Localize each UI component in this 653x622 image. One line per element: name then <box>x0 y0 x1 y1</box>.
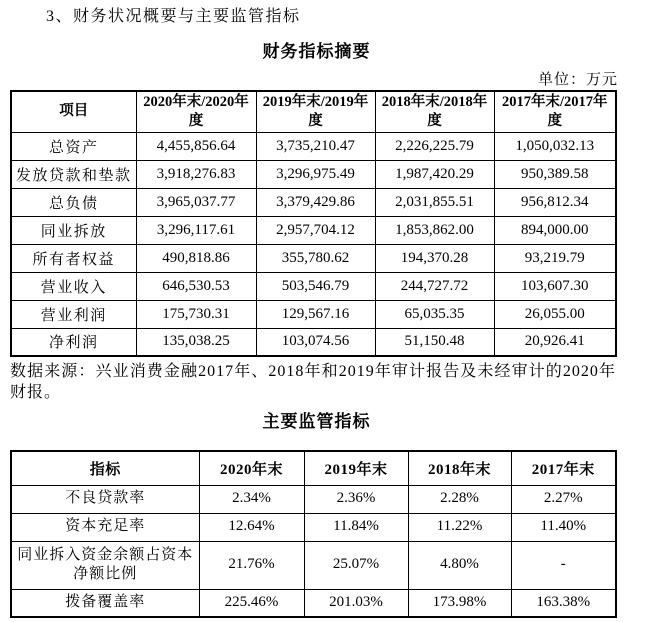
cell-value: 175,730.31 <box>136 300 256 328</box>
cell-value: 11.40% <box>511 513 616 541</box>
row-label: 不良贷款率 <box>11 485 199 513</box>
row-label: 发放贷款和垫款 <box>11 160 136 188</box>
cell-value: 2.36% <box>304 485 408 513</box>
col-header-2019: 2019年末/2019年度 <box>256 91 375 132</box>
row-label: 资本充足率 <box>11 513 199 541</box>
cell-value: 163.38% <box>511 589 616 617</box>
unit-label: 单位：万元 <box>537 72 618 88</box>
table-row-loans-advances <box>11 160 616 188</box>
cell-value: 4,455,856.64 <box>136 132 256 160</box>
regulatory-indicators-table <box>10 450 617 618</box>
cell-value: 2,226,225.79 <box>375 132 494 160</box>
cell-value: 3,296,975.49 <box>256 160 375 188</box>
cell-value: 173.98% <box>408 589 511 617</box>
cell-value: 103,074.56 <box>256 328 375 356</box>
cell-value: 103,607.30 <box>494 272 616 300</box>
financial-header-row <box>11 91 616 132</box>
col-header-2018: 2018年末 <box>408 451 511 485</box>
table-row-npl-ratio <box>11 485 616 513</box>
cell-value: 490,818.86 <box>136 244 256 272</box>
col-header-2018: 2018年末/2018年度 <box>375 91 494 132</box>
cell-value: 646,530.53 <box>136 272 256 300</box>
cell-value: 1,050,032.13 <box>494 132 616 160</box>
cell-value: 11.84% <box>304 513 408 541</box>
cell-value: 2,957,704.12 <box>256 216 375 244</box>
row-label: 总资产 <box>11 132 136 160</box>
cell-value: 26,055.00 <box>494 300 616 328</box>
cell-value: 894,000.00 <box>494 216 616 244</box>
cell-value: 12.64% <box>199 513 304 541</box>
cell-value: 21.76% <box>199 541 304 589</box>
row-label: 同业拆放 <box>11 216 136 244</box>
regulatory-header-row <box>11 451 616 485</box>
table-row-interbank-borrowing-ratio <box>11 541 616 589</box>
cell-value: 2,031,855.51 <box>375 188 494 216</box>
row-label: 总负债 <box>11 188 136 216</box>
table-row-capital-adequacy <box>11 513 616 541</box>
cell-value: 3,965,037.77 <box>136 188 256 216</box>
cell-value: 503,546.79 <box>256 272 375 300</box>
col-header-2017: 2017年末 <box>511 451 616 485</box>
cell-value: 950,389.58 <box>494 160 616 188</box>
row-label: 所有者权益 <box>11 244 136 272</box>
row-label: 营业收入 <box>11 272 136 300</box>
regulatory-table-title: 主要监管指标 <box>262 412 371 431</box>
cell-value: 201.03% <box>304 589 408 617</box>
col-header-2020: 2020年末/2020年度 <box>136 91 256 132</box>
cell-value: 355,780.62 <box>256 244 375 272</box>
cell-value: 2.34% <box>199 485 304 513</box>
cell-value: 1,987,420.29 <box>375 160 494 188</box>
cell-value: 244,727.72 <box>375 272 494 300</box>
table-row-operating-revenue <box>11 272 616 300</box>
col-header-indicator: 指标 <box>11 451 199 485</box>
cell-value: 1,853,862.00 <box>375 216 494 244</box>
cell-value: 65,035.35 <box>375 300 494 328</box>
cell-value: 25.07% <box>304 541 408 589</box>
cell-value: 2.28% <box>408 485 511 513</box>
cell-value: 135,038.25 <box>136 328 256 356</box>
cell-value: 956,812.34 <box>494 188 616 216</box>
col-header-2017: 2017年末/2017年度 <box>494 91 616 132</box>
table-row-owners-equity <box>11 244 616 272</box>
cell-value: 3,296,117.61 <box>136 216 256 244</box>
row-label: 净利润 <box>11 328 136 356</box>
cell-value: - <box>511 541 616 589</box>
col-header-2019: 2019年末 <box>304 451 408 485</box>
table-row-net-profit <box>11 328 616 356</box>
row-label: 同业拆入资金余额占资本净额比例 <box>11 541 199 589</box>
cell-value: 20,926.41 <box>494 328 616 356</box>
data-source-note: 数据来源：兴业消费金融2017年、2018年和2019年审计报告及未经审计的2020年财报。 <box>10 363 616 402</box>
cell-value: 51,150.48 <box>375 328 494 356</box>
cell-value: 129,567.16 <box>256 300 375 328</box>
row-label: 拨备覆盖率 <box>11 589 199 617</box>
cell-value: 194,370.28 <box>375 244 494 272</box>
cell-value: 11.22% <box>408 513 511 541</box>
col-header-item: 项目 <box>11 91 136 132</box>
col-header-2020: 2020年末 <box>199 451 304 485</box>
table-row-total-assets <box>11 132 616 160</box>
financial-table-title: 财务指标摘要 <box>262 42 371 61</box>
cell-value: 2.27% <box>511 485 616 513</box>
cell-value: 3,918,276.83 <box>136 160 256 188</box>
table-row-operating-profit <box>11 300 616 328</box>
row-label: 营业利润 <box>11 300 136 328</box>
section-heading: 3、财务状况概要与主要监管指标 <box>46 8 301 25</box>
cell-value: 93,219.79 <box>494 244 616 272</box>
table-row-interbank-lending <box>11 216 616 244</box>
table-row-provision-coverage <box>11 589 616 617</box>
table-row-total-liabilities <box>11 188 616 216</box>
cell-value: 3,735,210.47 <box>256 132 375 160</box>
financial-summary-table <box>10 90 617 357</box>
cell-value: 3,379,429.86 <box>256 188 375 216</box>
cell-value: 225.46% <box>199 589 304 617</box>
cell-value: 4.80% <box>408 541 511 589</box>
